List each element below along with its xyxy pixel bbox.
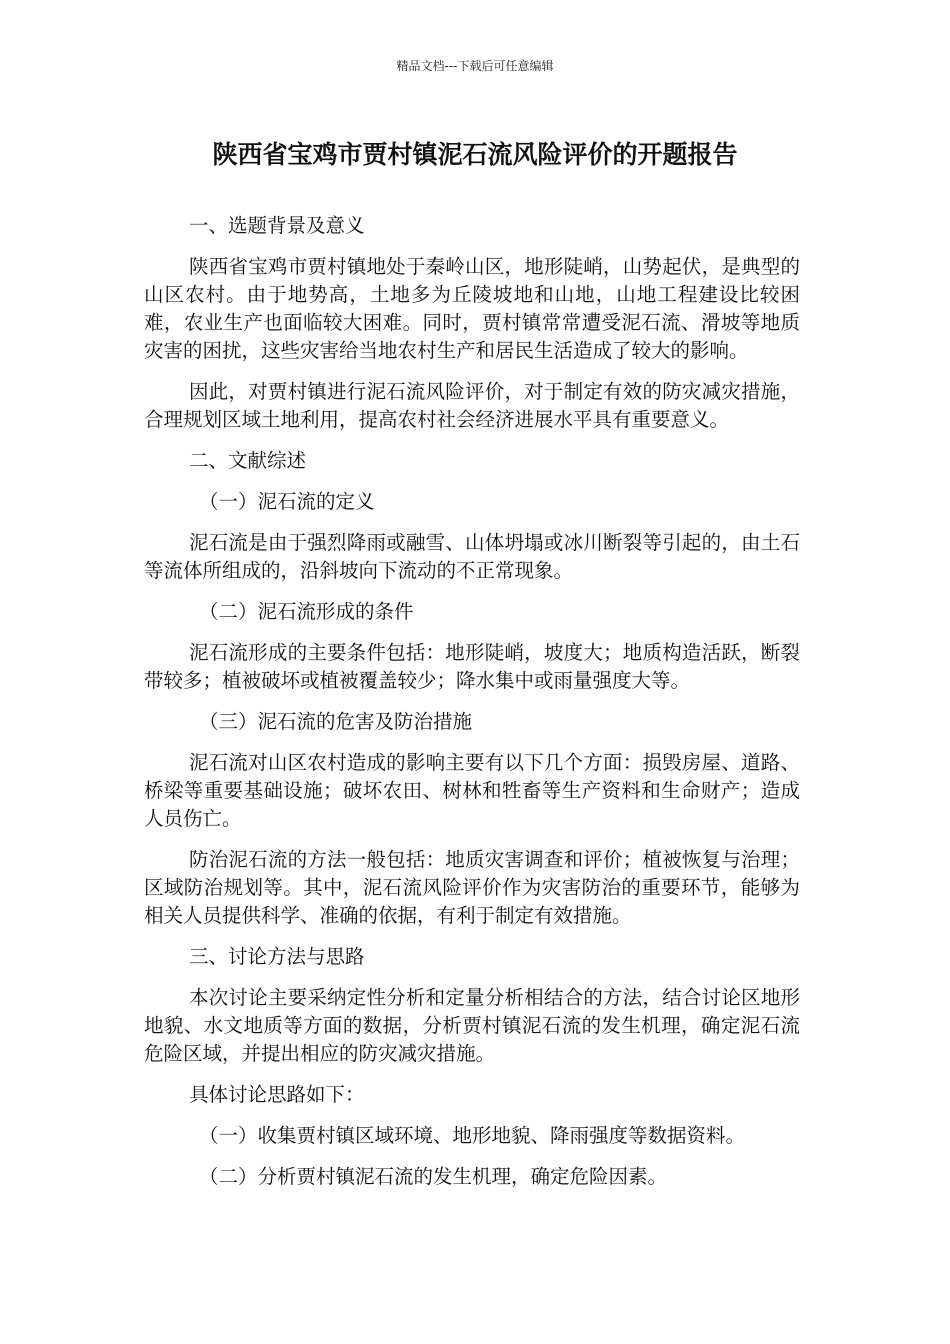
subheading-definition: （一）泥石流的定义	[199, 490, 375, 513]
document-body	[144, 212, 800, 1204]
subheading-conditions: （二）泥石流形成的条件	[199, 600, 414, 623]
list-item-step-1: （一）收集贾村镇区域环境、地形地貌、降雨强度等数据资料。	[199, 1124, 746, 1147]
paragraph-hazards-1: 泥石流对山区农村造成的影响主要有以下几个方面：损毁房屋、道路、桥梁等重要基础设施；破坏农田、树林和牲畜等生产资料和生命财产；造成人员伤亡。	[144, 751, 800, 830]
header-note: 精品文档---下载后可任意编辑	[396, 59, 554, 73]
section-heading-literature: 二、文献综述	[189, 449, 307, 472]
paragraph-conditions: 泥石流形成的主要条件包括：地形陡峭，坡度大；地质构造活跃，断裂带较多；植被破坏或植被覆盖较少；降水集中或雨量强度大等。	[144, 641, 800, 692]
section-heading-background: 一、选题背景及意义	[189, 214, 365, 237]
list-item-step-2: （二）分析贾村镇泥石流的发生机理，确定危险因素。	[199, 1165, 668, 1188]
section-heading-methods: 三、讨论方法与思路	[189, 945, 365, 968]
paragraph-background-1: 陕西省宝鸡市贾村镇地处于秦岭山区，地形陡峭，山势起伏，是典型的山区农村。由于地势高，土地多为丘陵坡地和山地，山地工程建设比较困难，农业生产也面临较大困难。同时，贾村镇常常遭受泥石流、滑坡等地质灾害的困扰，这些灾害给当地农村生产和居民生活造成了较大的影响。	[144, 255, 800, 362]
paragraph-methods-1: 本次讨论主要采纳定性分析和定量分析相结合的方法，结合讨论区地形地貌、水文地质等方面的数据，分析贾村镇泥石流的发生机理，确定泥石流危险区域，并提出相应的防灾减灾措施。	[144, 986, 800, 1065]
paragraph-hazards-2: 防治泥石流的方法一般包括：地质灾害调查和评价；植被恢复与治理；区域防治规划等。其中，泥石流风险评价作为灾害防治的重要环节，能够为相关人员提供科学、准确的依据，有利于制定有效措施。	[144, 848, 800, 927]
paragraph-methods-2: 具体讨论思路如下：	[189, 1083, 365, 1106]
subheading-hazards: （三）泥石流的危害及防治措施	[199, 710, 473, 733]
paragraph-definition: 泥石流是由于强烈降雨或融雪、山体坍塌或冰川断裂等引起的，由土石等流体所组成的，沿斜坡向下流动的不正常现象。	[144, 531, 800, 582]
document-title: 陕西省宝鸡市贾村镇泥石流风险评价的开题报告	[212, 140, 738, 169]
paragraph-background-2: 因此，对贾村镇进行泥石流风险评价，对于制定有效的防灾减灾措施，合理规划区域土地利用，提高农村社会经济进展水平具有重要意义。	[144, 380, 800, 431]
